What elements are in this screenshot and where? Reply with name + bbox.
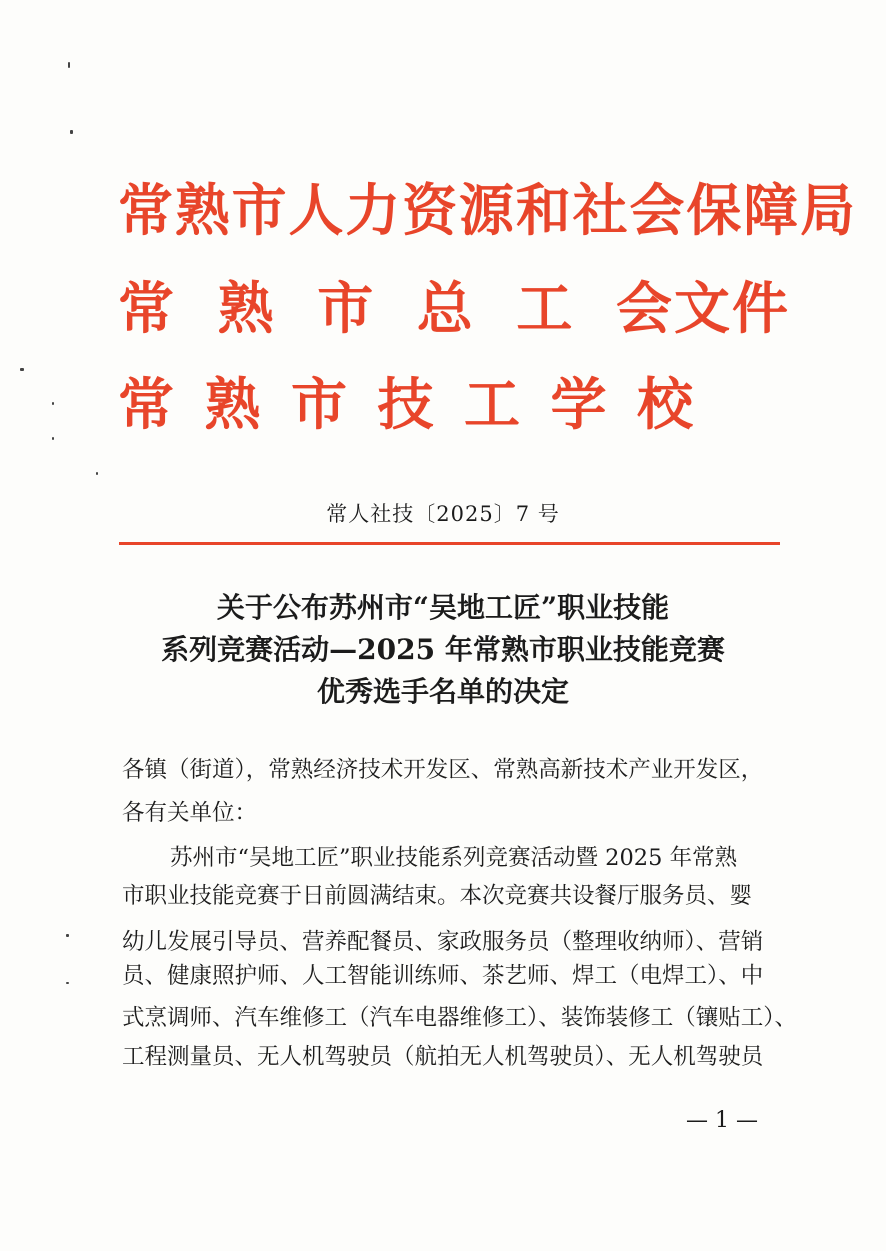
scan-speck — [52, 437, 54, 440]
paragraph-line: 幼儿发展引导员、营养配餐员、家政服务员（整理收纳师）、营销 — [122, 929, 764, 955]
header-char: 总 — [416, 277, 473, 342]
document-title-line-2: 系列竞赛活动—2025 年常熟市职业技能竞赛 — [161, 633, 725, 666]
scan-speck — [70, 130, 73, 134]
scan-speck — [52, 402, 54, 405]
header-char: 校 — [637, 373, 693, 438]
header-char: 市 — [291, 373, 347, 438]
header-char: 工 — [516, 277, 573, 342]
header-char: 技 — [377, 373, 434, 438]
header-char: 学 — [550, 373, 607, 438]
header-char: 熟 — [204, 373, 261, 438]
paragraph-line: 式烹调师、汽车维修工（汽车电器维修工）、装饰装修工（镶贴工）、 — [122, 1005, 798, 1031]
red-divider — [119, 542, 780, 545]
paragraph-line: 苏州市“吴地工匠”职业技能系列竞赛活动暨 2025 年常熟 — [170, 845, 738, 871]
addressee-line-2: 各有关单位： — [122, 800, 258, 826]
scan-speck — [66, 934, 69, 937]
paragraph-line: 市职业技能竞赛于日前圆满结束。本次竞赛共设餐厅服务员、婴 — [122, 883, 753, 909]
header-char: 熟 — [217, 277, 274, 342]
scan-speck — [20, 368, 24, 371]
paragraph-line: 工程测量员、无人机驾驶员（航拍无人机驾驶员）、无人机驾驶员 — [122, 1044, 764, 1070]
document-title-line-3: 优秀选手名单的决定 — [316, 675, 569, 708]
header-char: 常 — [118, 373, 174, 438]
document-number: 常人社技〔2025〕7 号 — [326, 502, 560, 526]
addressee-line-1: 各镇（街道），常熟经济技术开发区、常熟高新技术产业开发区， — [122, 757, 764, 783]
scan-speck — [66, 982, 69, 984]
document-title-line-1: 关于公布苏州市“吴地工匠”职业技能 — [216, 591, 670, 624]
scan-speck — [96, 472, 98, 475]
header-char: 常 — [118, 277, 174, 342]
issuer-header-line-1: 常熟市人力资源和社会保障局 — [118, 179, 857, 244]
header-char: 市 — [317, 277, 374, 342]
issuer-header-line-2 — [118, 277, 790, 342]
issuer-header-line-3 — [118, 373, 693, 438]
scan-speck — [68, 62, 70, 68]
page-number: — 1 — — [686, 1108, 758, 1133]
header-char: 工 — [464, 373, 520, 438]
header-char: 会文件 — [615, 277, 790, 342]
paragraph-line: 员、健康照护师、人工智能训练师、茶艺师、焊工（电焊工）、中 — [122, 963, 764, 989]
